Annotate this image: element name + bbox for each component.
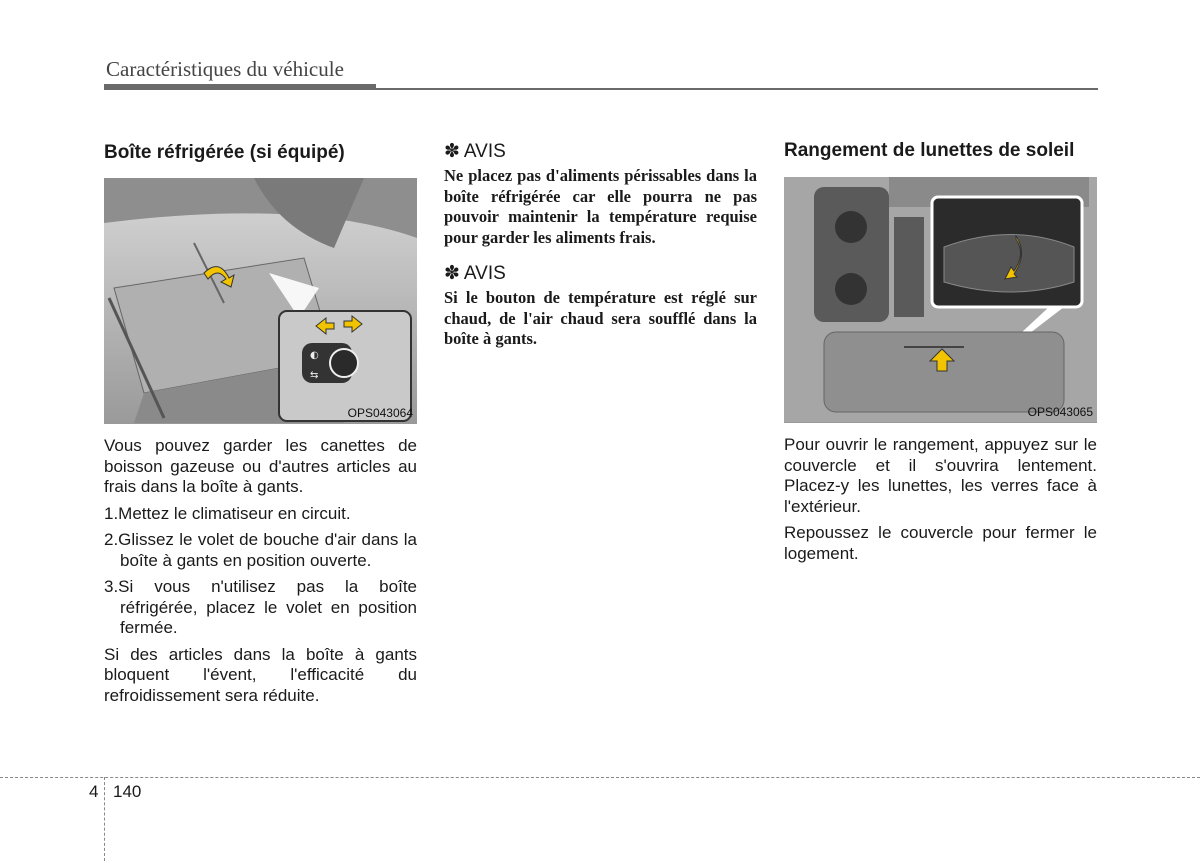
svg-text:⇆: ⇆ [310,370,319,381]
notice-body: Ne placez pas d'aliments périssables dans la boîte réfrigérée car elle pourra ne pas pouvoir maintenir la température requise pour garder les aliments frais. [444,166,757,247]
section-title-cooling-box: Boîte réfrigérée (si équipé) [104,142,345,163]
figure-glovebox [104,178,417,424]
notice-title-text: AVIS [463,262,506,284]
step-3: 3.Si vous n'utilisez pas la boîte réfrigérée, placez le volet en position fermée. [104,577,417,637]
footer-divider [104,777,105,861]
page-number: 140 [113,782,142,801]
right-column [784,140,1097,570]
asterisk-icon: ✽ [444,141,460,162]
section-title-sunglass-holder: Rangement de lunettes de soleil [784,140,1075,161]
notice-title [444,262,757,285]
step-1: 1.Mettez le climatiseur en circuit. [104,503,351,523]
notice-title [444,140,757,163]
figure-code: OPS043065 [1027,405,1093,419]
notice-2 [444,262,757,350]
notice-1 [444,140,757,248]
figure-code: OPS043064 [347,406,413,420]
outro-paragraph: Si des articles dans la boîte à gants bloquent l'évent, l'efficacité du refroidissement sera réduite. [104,644,417,705]
asterisk-icon: ✽ [444,263,460,284]
running-header: Caractéristiques du véhicule [106,57,344,81]
svg-text:◐: ◐ [310,350,319,361]
glovebox-illustration [104,178,417,423]
notice-title-text: AVIS [463,140,506,162]
figure-sunglass-holder [784,177,1097,423]
header-rule [104,88,1098,90]
chapter-number: 4 [89,782,99,801]
paragraph-close: Repoussez le couvercle pour fermer le logement. [784,523,1097,563]
sunglass-holder-illustration [784,177,1097,422]
step-2: 2.Glissez le volet de bouche d'air dans la boîte à gants en position ouverte. [104,530,417,570]
footer-rule [0,777,1200,778]
left-column [104,140,417,712]
notice-body: Si le bouton de température est réglé sur chaud, de l'air chaud sera soufflé dans la boîte à gants. [444,288,757,348]
middle-column [444,140,757,364]
paragraph-open: Pour ouvrir le rangement, appuyez sur le couvercle et il s'ouvrira lentement. Placez-y les lunettes, les verres face à l'extérieur. [784,435,1097,516]
intro-paragraph: Vous pouvez garder les canettes de boisson gazeuse ou d'autres articles au frais dans la boîte à gants. [104,436,417,496]
